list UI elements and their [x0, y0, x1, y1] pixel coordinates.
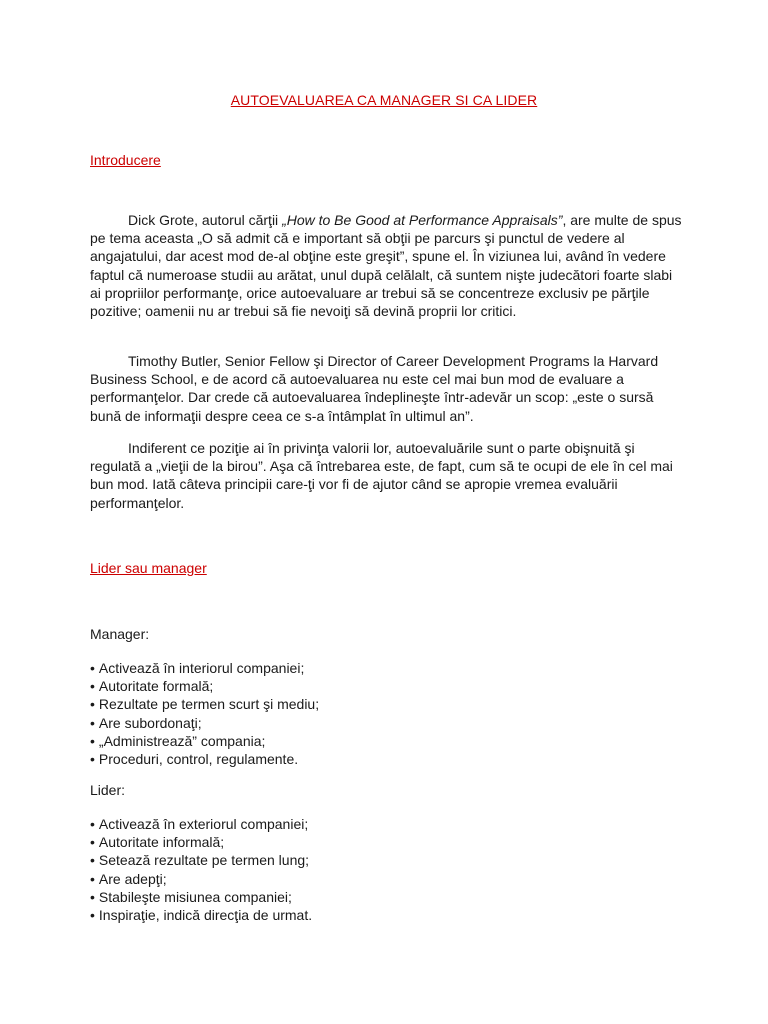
bullet-icon: •	[90, 907, 95, 924]
bullet-icon: •	[90, 852, 95, 869]
bullet-icon: •	[90, 660, 95, 676]
bullet-icon: •	[90, 888, 95, 905]
paragraph-grote	[90, 211, 682, 320]
list-item: • Are subordonaţi;	[90, 714, 202, 731]
list-item: • Activează în exteriorul companiei;	[90, 816, 309, 832]
list-item: • Activează în interiorul companiei;	[90, 660, 305, 676]
bullet-icon: •	[90, 732, 95, 749]
paragraph-indiferent: Indiferent ce poziţie ai în privinţa valorii lor, autoevaluările sunt o parte obişnuită şi regulată a „vieţii de la birou”. Aşa că întrebarea este, de fapt, cum să te ocupi de ele în cel mai bun mod. Iată câteva principii care-ţi vor fi de ajutor când se apropie vremea evaluării performanţelor.	[90, 440, 673, 511]
lider-label: Lider:	[90, 782, 126, 798]
list-item: • Inspiraţie, indică direcţia de urmat.	[90, 907, 313, 924]
list-item: • Stabileşte misiunea companiei;	[90, 888, 292, 905]
list-item: • „Administrează” compania;	[90, 732, 266, 749]
bullet-icon: •	[90, 816, 95, 832]
section-heading-lider-sau-manager: Lider sau manager	[90, 560, 207, 576]
list-item: • Rezultate pe termen scurt şi mediu;	[90, 696, 320, 713]
paragraph-grote-after: , are multe de spus pe tema aceasta „O să admit că e important să obţii pe parcurs şi punctul de vedere al angajatului, dar acest mod de-al obţine este greşit”, spune el. În viziunea lui, având în vedere faptul că numeroase studii au arătat, unul după celălalt, că suntem nişte judecători foarte slabi ai propriilor performanţe, orice autoevaluare ar trebui să se concentreze exclusiv pe părţile pozitive; oamenii nu ar trebui să fie nevoiţi să devină proprii lor critici.	[90, 212, 682, 320]
bullet-icon: •	[90, 834, 95, 851]
bullet-icon: •	[90, 678, 95, 695]
lider-list	[90, 815, 312, 924]
bullet-icon: •	[90, 751, 95, 768]
section-heading-introducere: Introducere	[90, 152, 161, 168]
bullet-icon: •	[90, 870, 95, 887]
list-item: • Autoritate formală;	[90, 678, 214, 695]
paragraph-butler: Timothy Butler, Senior Fellow şi Director of Career Development Programs la Harvard Business School, e de acord că autoevaluarea nu este cel mai bun mod de evaluare a performanţelor. Dar crede că autoevaluarea îndeplineşte într-adevăr un scop: „este o sursă bună de informaţii despre ceea ce s-a întâmplat în ultimul an”.	[90, 353, 659, 424]
list-item: • Setează rezultate pe termen lung;	[90, 852, 310, 869]
list-item: • Are adepţi;	[90, 870, 167, 887]
manager-label: Manager:	[90, 626, 150, 642]
bullet-icon: •	[90, 696, 95, 713]
book-title: „How to Be Good at Performance Appraisals”	[282, 212, 563, 228]
manager-list	[90, 659, 319, 768]
paragraph-grote-before: Dick Grote, autorul cărţii	[128, 212, 283, 228]
document-title: AUTOEVALUAREA CA MANAGER SI CA LIDER	[230, 92, 538, 108]
list-item: • Proceduri, control, regulamente.	[90, 751, 299, 768]
list-item: • Autoritate informală;	[90, 834, 225, 851]
bullet-icon: •	[90, 714, 95, 731]
